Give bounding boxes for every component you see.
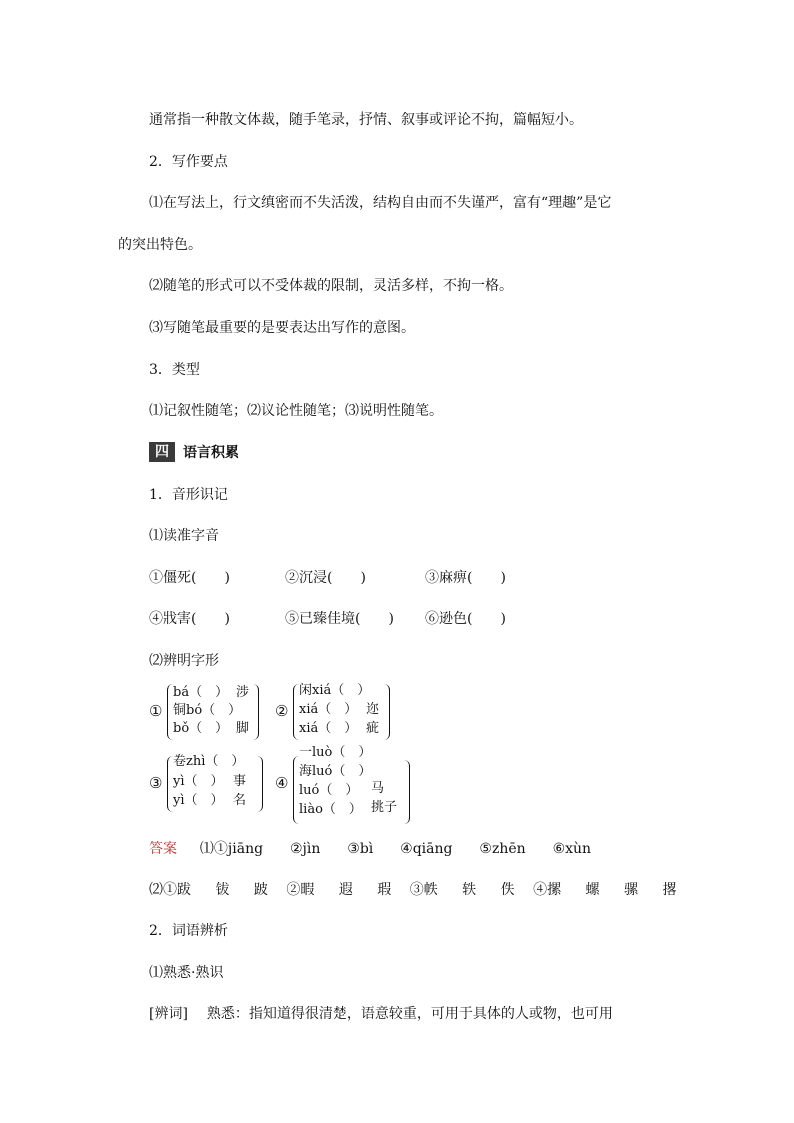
subheading-yinxing: 1．音形识记 (149, 487, 228, 503)
glyph-group-4-line-2: 海luó（ ） (299, 764, 372, 779)
glyph-group-4-number: ④ (275, 774, 289, 792)
glyph-group-1-right-brace (252, 684, 259, 740)
answer-glyph: 骡 (623, 882, 638, 898)
subheading-types: 3．类型 (149, 362, 200, 378)
glyph-group-1-char-1: 涉 (236, 685, 250, 700)
pronunciation-item-2: ②沉浸( ) (285, 570, 366, 586)
glyph-group-1-number: ① (149, 702, 163, 720)
glyph-group-3-char-2: 事 (233, 774, 247, 789)
glyph-group-4-line-4: liào（ ） (299, 802, 362, 817)
pronunciation-item-1: ①僵死( ) (149, 570, 230, 586)
answer-glyph: 螺 (585, 882, 600, 898)
glyph-group-2-line-3: xiá（ ） (299, 721, 358, 736)
answer-pinyin-6: ⑥xùn (552, 841, 592, 857)
glyph-group-3-char-3: 名 (233, 793, 247, 808)
glyph-group-3-line-1: 卷zhì（ ） (173, 754, 245, 769)
answer-line-2 (149, 880, 676, 900)
answer-pinyin-4: ④qiāng (400, 841, 453, 857)
answer-glyph: ④摞 (533, 882, 562, 898)
answer-label: 答案 (149, 841, 177, 857)
point-1-line-2: 的突出特色。 (118, 237, 202, 253)
glyph-group-2-char-3: 疵 (366, 721, 380, 736)
glyph-group-3-right-brace (256, 756, 263, 812)
glyph-group-1-char-3: 脚 (236, 721, 250, 736)
glyph-group-1-line-2: 铜bó（ ） (173, 703, 242, 718)
pronunciation-item-4: ④戕害( ) (149, 611, 230, 627)
point-1-line-1: ⑴在写法上，行文缜密而不失活泼，结构自由而不失谨严，富有“理趣”是它 (149, 195, 612, 211)
glyph-group-3-number: ③ (149, 774, 163, 792)
subheading-glyphs: ⑵辨明字形 (149, 653, 219, 669)
answer-pinyin-2: ②jìn (289, 841, 321, 857)
subheading-writing-points: 2．写作要点 (149, 154, 228, 170)
glyph-group-1-line-3: bǒ（ ） (173, 721, 229, 736)
answer-pinyin-1: ⑴①jiāng (199, 841, 264, 857)
point-2: ⑵随笔的形式可以不受体裁的限制，灵活多样，不拘一格。 (149, 278, 513, 294)
answer-pinyin-3: ③bì (347, 841, 374, 857)
pronunciation-item-3: ③麻痹( ) (425, 570, 506, 586)
types-list: ⑴记叙性随笔；⑵议论性随笔；⑶说明性随笔。 (149, 403, 443, 419)
answer-glyph: 轶 (462, 882, 477, 898)
glyph-group-2-char-2: 迩 (366, 702, 380, 717)
bianci-label: [辨词] (149, 1006, 188, 1022)
glyph-group-4-line-1: 一luò（ ） (299, 745, 372, 760)
glyph-group-2-line-1: 闲xiá（ ） (299, 683, 371, 698)
answer-glyph: ②暇 (286, 882, 315, 898)
pronunciation-item-6: ⑥逊色( ) (425, 611, 506, 627)
glyph-group-4-right-brace (403, 760, 410, 824)
glyph-group-2-right-brace (383, 684, 390, 740)
pronunciation-item-5: ⑤已臻佳境( ) (285, 611, 394, 627)
glyph-group-2-line-2: xiá（ ） (299, 702, 358, 717)
section-badge: 四 (149, 442, 175, 462)
glyph-group-4-char-3: 马 (371, 781, 385, 796)
subheading-shuxi: ⑴熟悉·熟识 (149, 965, 224, 981)
glyph-group-2-number: ② (275, 702, 289, 720)
glyph-group-3-line-2: yì（ ） (173, 774, 224, 789)
bianci-text: 熟悉：指知道得很清楚，语意较重，可用于具体的人或物，也可用 (206, 1006, 613, 1022)
answer-glyph: ③帙 (409, 882, 438, 898)
glyph-group-4-line-3: luó（ ） (299, 783, 359, 798)
subheading-ciyu: 2．词语辨析 (149, 923, 228, 939)
answer-pinyin-5: ⑤zhēn (479, 841, 526, 857)
answer-glyph: 钹 (215, 882, 230, 898)
answer-line-1 (149, 839, 591, 859)
body-paragraph: 通常指一种散文体裁，随手笔录，抒情、叙事或评论不拘，篇幅短小。 (149, 112, 583, 128)
answer-glyph: 瑕 (377, 882, 392, 898)
point-3: ⑶写随笔最重要的是要表达出写作的意图。 (149, 320, 415, 336)
answer-glyph: 跛 (253, 882, 268, 898)
answer-glyph: 撂 (662, 882, 677, 898)
glyph-group-4-char-4: 挑子 (371, 800, 398, 815)
glyph-group-1-line-1: bá（ ） (173, 685, 229, 700)
bianci-line (149, 1004, 613, 1024)
glyph-group-3-line-3: yì（ ） (173, 793, 224, 808)
answer-glyph: 佚 (500, 882, 515, 898)
section-title: 语言积累 (183, 445, 239, 461)
answer-glyph: 遐 (338, 882, 353, 898)
subheading-pronunciation: ⑴读准字音 (149, 528, 219, 544)
answer-glyph: ⑵①跋 (149, 882, 191, 898)
